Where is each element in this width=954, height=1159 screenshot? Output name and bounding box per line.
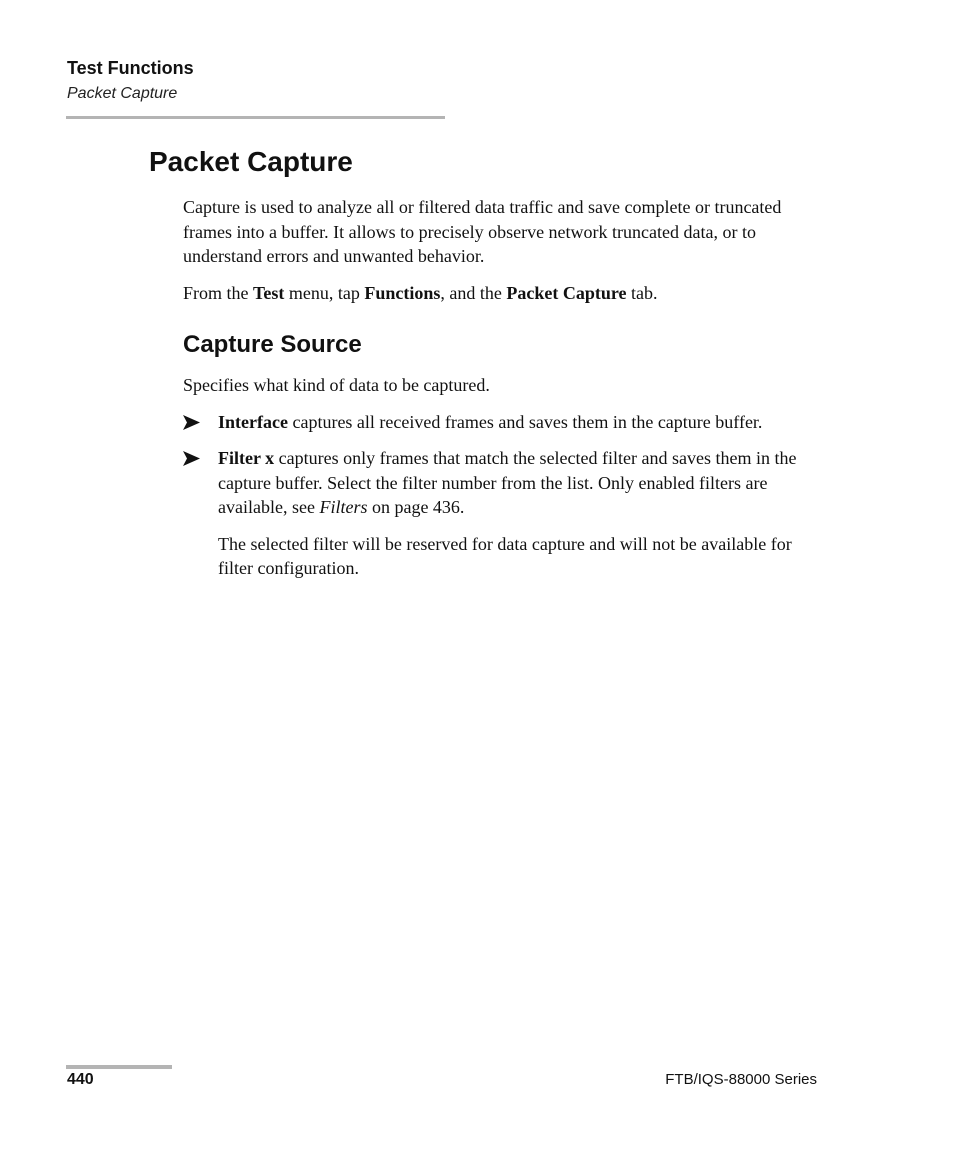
bullet-item-filter	[183, 446, 823, 520]
footer-rule	[66, 1065, 172, 1069]
bullet-term: Filter x	[218, 448, 275, 468]
bullet-text: captures all received frames and saves them in the capture buffer.	[287, 411, 763, 432]
arrowhead-bullet-icon	[183, 415, 200, 430]
header-rule	[66, 116, 445, 119]
page-content	[183, 195, 823, 593]
nav-tab-name: Packet Capture	[506, 282, 627, 303]
bullet-suffix: on page 436.	[367, 497, 465, 517]
bullet-text: captures only frames that match the selected filter and saves them in the capture buffer. Select the filter number from the list. Only enabled filters are available, see	[218, 448, 797, 517]
bullet-term: Interface	[218, 411, 288, 432]
nav-prefix: From the	[183, 282, 253, 303]
navigation-instruction	[183, 281, 823, 306]
nav-button-name: Functions	[364, 282, 441, 303]
nav-menu-name: Test	[253, 282, 285, 303]
filters-cross-reference-link[interactable]: Filters	[319, 497, 368, 517]
subsection-intro: Specifies what kind of data to be captured.	[183, 375, 490, 395]
nav-suffix: tab.	[626, 282, 658, 303]
running-header-subtitle: Packet Capture	[67, 85, 178, 102]
page-number: 440	[67, 1071, 94, 1088]
filter-note: The selected filter will be reserved for data capture and will not be available for filter configuration.	[218, 533, 792, 578]
bullet-item-interface	[183, 410, 823, 435]
subsection-title: Capture Source	[183, 331, 362, 358]
document-series: FTB/IQS-88000 Series	[665, 1071, 817, 1088]
section-title: Packet Capture	[149, 146, 353, 177]
arrowhead-bullet-icon	[183, 451, 200, 466]
running-header	[67, 56, 447, 105]
section-intro: Capture is used to analyze all or filtered data traffic and save complete or truncated frames into a buffer. It allows to precisely observe network truncated data, or to understand errors and unwanted behavior.	[183, 197, 782, 266]
nav-mid-2: , and the	[440, 282, 507, 303]
running-header-title: Test Functions	[67, 58, 194, 78]
nav-mid-1: menu, tap	[284, 282, 365, 303]
